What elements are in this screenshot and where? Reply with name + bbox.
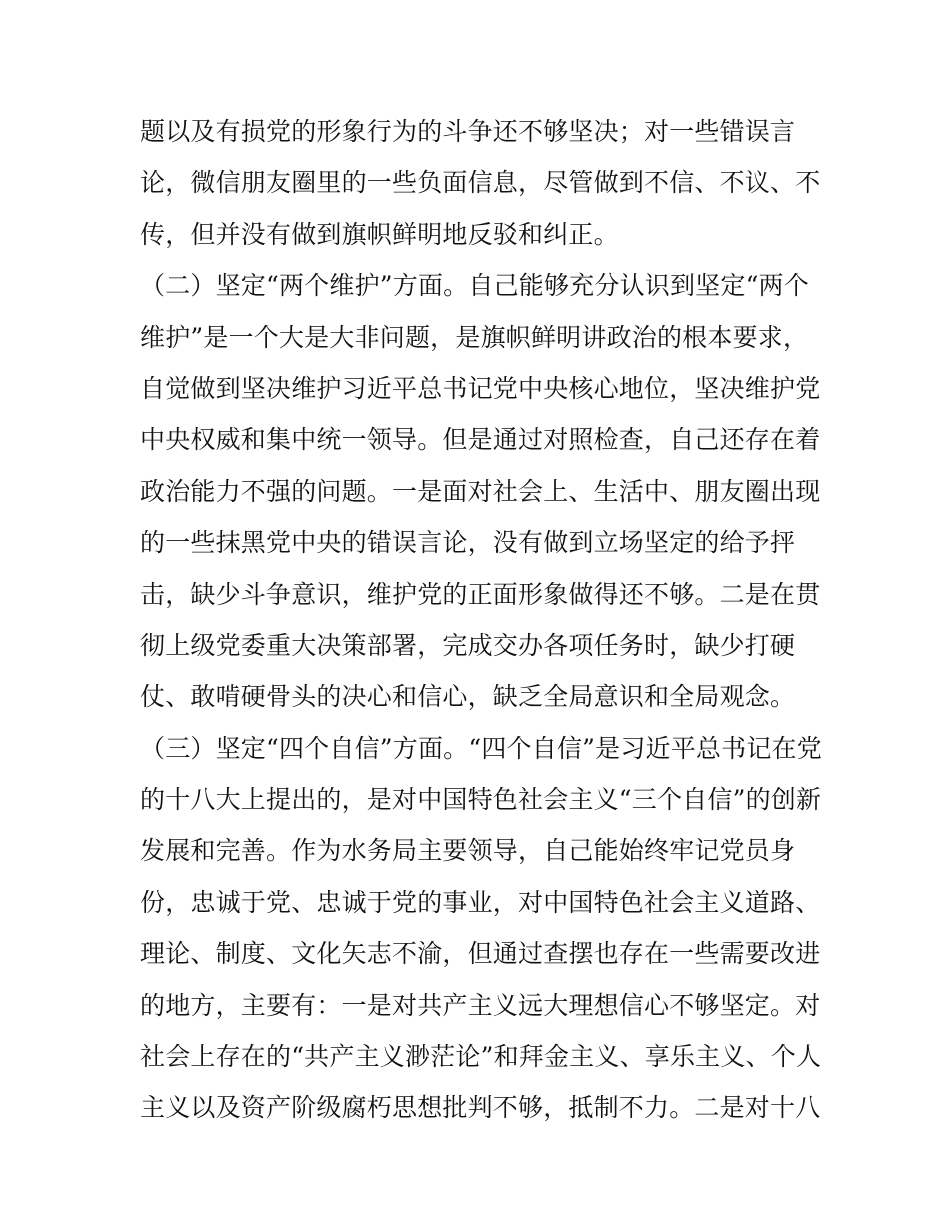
text-line: 发展和完善。作为水务局主要领导，自己能始终牢记党员身 (140, 836, 796, 866)
text-line: 理论、制度、文化矢志不渝，但通过查摆也存在一些需要改进 (140, 939, 821, 969)
text-line: 维护”是一个大是大非问题，是旗帜鲜明讲政治的根本要求， (140, 322, 809, 352)
text-line: 击，缺少斗争意识，维护党的正面形象做得还不够。二是在贯 (140, 579, 821, 609)
text-line: 的十八大上提出的，是对中国特色社会主义“三个自信”的创新 (140, 785, 822, 815)
text-line: 的一些抹黑党中央的错误言论，没有做到立场坚定的给予抨 (140, 528, 796, 558)
text-line: （二）坚定“两个维护”方面。自己能够充分认识到坚定“两个 (140, 271, 809, 301)
text-line: 彻上级党委重大决策部署，完成交办各项任务时，缺少打硬 (140, 630, 796, 660)
text-line: （三）坚定“四个自信”方面。“四个自信”是习近平总书记在党 (140, 733, 822, 763)
text-line: 中央权威和集中统一领导。但是通过对照检查，自己还存在着 (140, 425, 821, 455)
text-line: 份，忠诚于党、忠诚于党的事业，对中国特色社会主义道路、 (140, 887, 821, 917)
text-line: 仗、敢啃硬骨头的决心和信心，缺乏全局意识和全局观念。 (140, 682, 796, 712)
text-line: 主义以及资产阶级腐朽思想批判不够，抵制不力。二是对十八 (140, 1093, 821, 1123)
text-line: 政治能力不强的问题。一是面对社会上、生活中、朋友圈出现 (140, 476, 821, 506)
text-line: 自觉做到坚决维护习近平总书记党中央核心地位，坚决维护党 (140, 373, 821, 403)
text-line: 的地方，主要有：一是对共产主义远大理想信心不够坚定。对 (140, 990, 821, 1020)
body-text (140, 106, 820, 1134)
text-line: 论，微信朋友圈里的一些负面信息，尽管做到不信、不议、不 (140, 168, 821, 198)
text-line: 传，但并没有做到旗帜鲜明地反驳和纠正。 (140, 219, 619, 249)
text-line: 社会上存在的“共产主义渺茫论”和拜金主义、享乐主义、个人 (140, 1042, 822, 1072)
text-line: 题以及有损党的形象行为的斗争还不够坚决；对一些错误言 (140, 117, 796, 146)
